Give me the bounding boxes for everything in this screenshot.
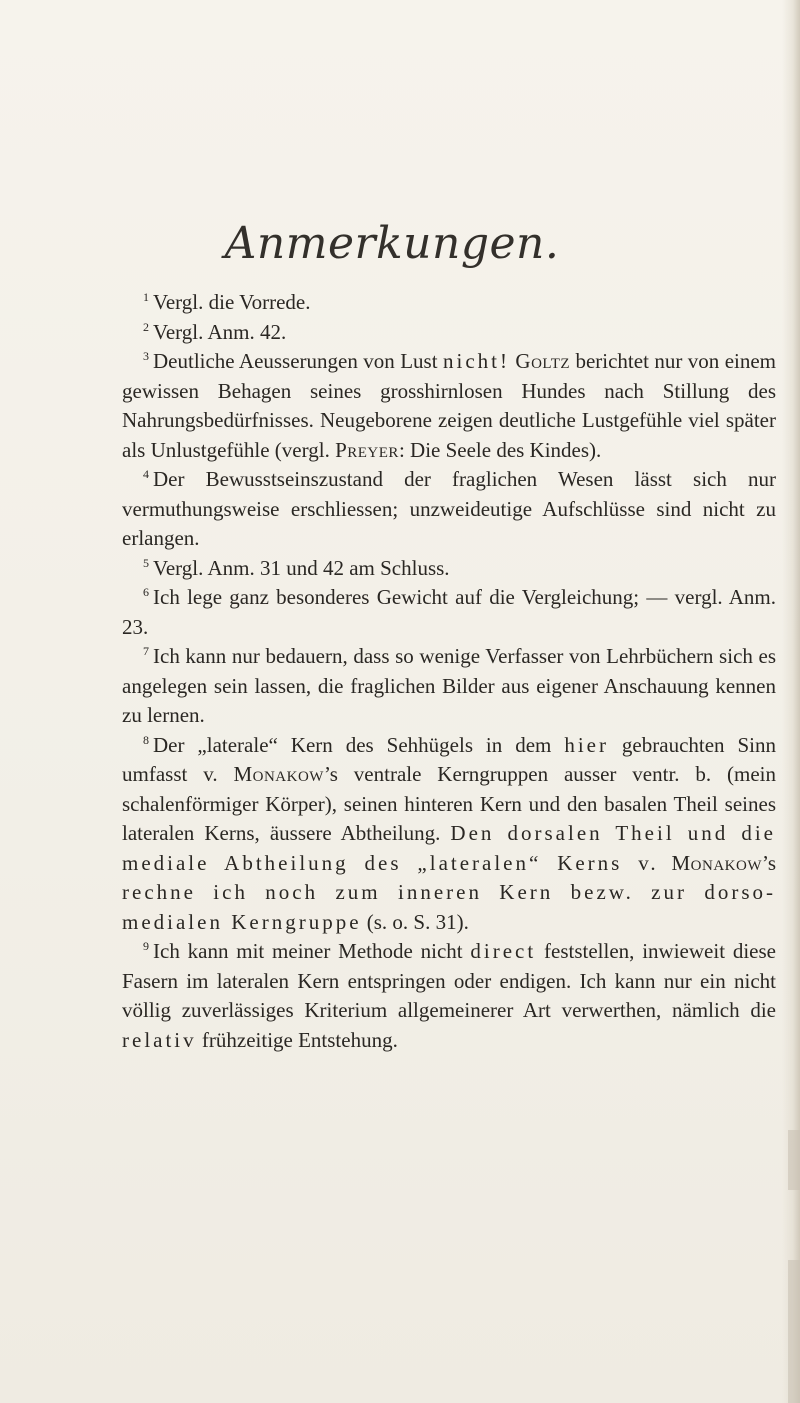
page-edge-shadow	[782, 0, 800, 1403]
footnote-text: feststellen, inwieweit diese Fasern im lateralen Kern entspringen oder endigen. Ich kann nur ein nicht völlig zuverlässiges Kriterium allgemeinerer Art verwerthen, nämlich die	[122, 939, 776, 1022]
footnote-text: Der Bewusstseinszustand der fraglichen Wesen lässt sich nur vermuthungsweise erschliessen; unzweideutige Aufschlüsse sind nicht zu erlangen.	[122, 467, 776, 550]
footnote-5	[122, 554, 776, 584]
footnote-2	[122, 318, 776, 348]
footnote-text: Der „laterale“ Kern des Sehhügels in dem	[153, 732, 565, 757]
footnote-number: 7	[143, 644, 149, 658]
footnote-number: 5	[143, 555, 149, 570]
emphasis-text: hier	[564, 732, 609, 757]
author-name: Goltz	[515, 349, 571, 373]
footnote-text: Deutliche Aeusserungen von Lust	[153, 349, 443, 373]
emphasis-text: nicht!	[443, 349, 510, 373]
footnote-text: Vergl. Anm. 42.	[153, 319, 287, 344]
footnote-number: 4	[143, 467, 149, 481]
footnote-text: Vergl. die Vorrede.	[153, 290, 311, 314]
footnote-1	[122, 288, 776, 318]
author-name: Monakow	[671, 850, 762, 875]
footnote-text: Ich kann nur bedauern, dass so wenige Verfasser von Lehrbüchern sich es angelegen sein lassen, die fraglichen Bilder aus eigener Anschauung kennen zu lernen.	[122, 644, 776, 727]
footnote-number: 6	[143, 585, 149, 599]
footnote-number: 3	[143, 349, 149, 363]
footnote-4	[122, 465, 776, 554]
footnote-text	[659, 851, 672, 875]
footnote-text: Vergl. Anm. 31 und 42 am Schluss.	[153, 555, 450, 580]
footnote-number: 1	[143, 290, 149, 304]
author-name: Preyer	[335, 437, 399, 462]
page-edge-mark	[788, 1130, 800, 1190]
footnote-text: berichtet nur von einem gewissen Behagen seines grosshirnlosen Hundes nach Stillung des Nahrungsbedürfnisses. Neugeborene zeigen deutliche Lustgefühle viel später als Unlustgefühle (vergl.	[122, 349, 777, 462]
footnote-3	[122, 347, 776, 465]
footnote-text: gebrauchten Sinn umfasst v.	[122, 732, 777, 786]
emphasis-text: direct	[470, 939, 537, 963]
footnotes-list	[122, 288, 776, 1055]
footnote-text: : Die Seele des Kindes).	[398, 437, 602, 462]
footnote-8	[122, 731, 776, 938]
footnote-text: Ich kann mit meiner Methode nicht	[153, 939, 471, 963]
footnote-text: Ich lege ganz besonderes Gewicht auf die Vergleichung; — vergl. Anm. 23.	[122, 585, 776, 639]
footnote-text: (s. o. S. 31).	[361, 909, 469, 934]
emphasis-text: Den dorsalen Theil und die mediale Abtheilung des „lateralen“ Kerns v.	[122, 821, 776, 875]
emphasis-text: relativ	[122, 1027, 197, 1052]
footnote-text: frühzeitige Entstehung.	[196, 1027, 398, 1052]
emphasis-text: rechne ich noch zum inneren Kern bezw. zur dorso-medialen Kerngruppe	[122, 880, 776, 934]
footnote-9	[122, 937, 776, 1055]
page-edge-mark	[788, 1260, 800, 1403]
footnote-text: ’s	[762, 850, 777, 875]
footnote-number: 8	[143, 732, 149, 747]
footnote-number: 2	[143, 319, 149, 334]
footnote-7	[122, 642, 776, 731]
author-name: Monakow	[233, 762, 324, 786]
footnote-number: 9	[143, 939, 149, 953]
footnote-6	[122, 583, 776, 642]
footnote-text: ’s ventrale Kerngruppen ausser ventr. b. (mein schalenförmiger Körper), seinen hinteren Kern und den basalen Theil seines lateralen Kerns, äussere Abtheilung.	[122, 762, 776, 845]
page-heading: Anmerkungen.	[224, 218, 560, 269]
